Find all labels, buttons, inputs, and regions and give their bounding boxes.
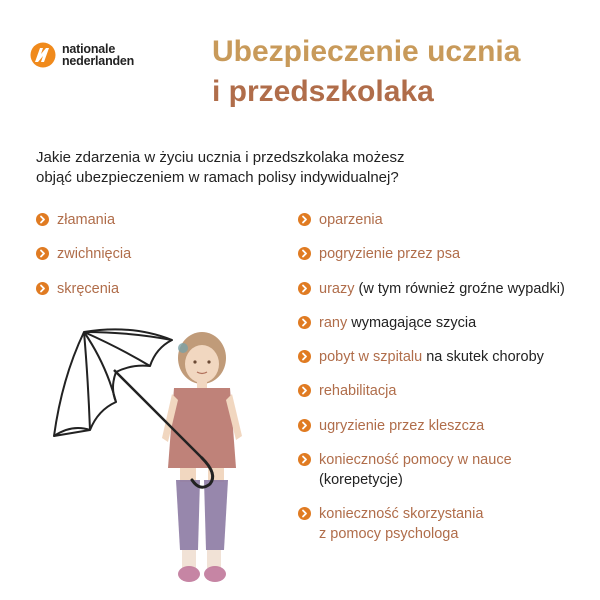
item-highlight: rany bbox=[319, 314, 348, 331]
list-item bbox=[36, 244, 131, 264]
list-item bbox=[298, 210, 593, 230]
left-coverage-list bbox=[36, 210, 131, 313]
intro-text bbox=[36, 148, 456, 188]
item-highlight: oparzenia bbox=[319, 212, 383, 228]
item-highlight: zwichnięcia bbox=[57, 246, 132, 263]
brand-line-1: nationale bbox=[62, 42, 116, 56]
page-title bbox=[212, 32, 520, 112]
list-item bbox=[298, 244, 593, 264]
child-with-umbrella-illustration bbox=[52, 318, 312, 600]
nn-logo-icon bbox=[30, 42, 56, 68]
arrow-circle-icon bbox=[36, 213, 49, 226]
brand-line-2: nederlanden bbox=[62, 54, 135, 68]
list-item bbox=[298, 313, 593, 333]
arrow-circle-icon bbox=[298, 247, 311, 260]
list-item bbox=[298, 347, 593, 367]
item-rest: z pomocy psychologa bbox=[319, 526, 459, 543]
arrow-circle-icon bbox=[298, 213, 311, 226]
item-highlight: ugryzienie przez kleszcza bbox=[319, 417, 485, 434]
item-highlight: pogryzienie przez psa bbox=[319, 246, 461, 263]
title-line-2: i przedszkolaka bbox=[212, 75, 434, 108]
list-item bbox=[298, 279, 593, 299]
brand-logo bbox=[30, 42, 134, 68]
intro-line-2: objąć ubezpieczeniem w ramach polisy indywidualnej? bbox=[36, 169, 399, 186]
right-coverage-list bbox=[298, 210, 593, 559]
list-item bbox=[36, 210, 131, 230]
arrow-circle-icon bbox=[36, 282, 49, 295]
item-highlight: konieczność pomocy w nauce bbox=[319, 452, 512, 469]
list-item bbox=[298, 416, 593, 436]
brand-name bbox=[62, 43, 134, 67]
item-highlight: konieczność skorzystania bbox=[319, 506, 484, 523]
item-highlight: pobyt w szpitalu bbox=[319, 349, 423, 366]
item-rest: na skutek choroby bbox=[422, 349, 544, 366]
list-item bbox=[36, 279, 131, 299]
list-item bbox=[298, 381, 593, 401]
list-item bbox=[298, 450, 593, 490]
intro-line-1: Jakie zdarzenia w życiu ucznia i przedszkolaka możesz bbox=[36, 149, 405, 166]
arrow-circle-icon bbox=[36, 247, 49, 260]
item-highlight: rehabilitacja bbox=[319, 383, 397, 400]
item-rest: (w tym również groźne wypadki) bbox=[354, 280, 565, 297]
item-highlight: skręcenia bbox=[57, 280, 120, 297]
item-highlight: urazy bbox=[319, 280, 355, 297]
list-item bbox=[298, 504, 593, 544]
title-line-1: Ubezpieczenie ucznia bbox=[212, 35, 521, 68]
item-rest: (korepetycje) bbox=[319, 472, 403, 489]
item-rest: wymagające szycia bbox=[347, 314, 477, 331]
arrow-circle-icon bbox=[298, 282, 311, 295]
item-highlight: złamania bbox=[57, 212, 116, 228]
